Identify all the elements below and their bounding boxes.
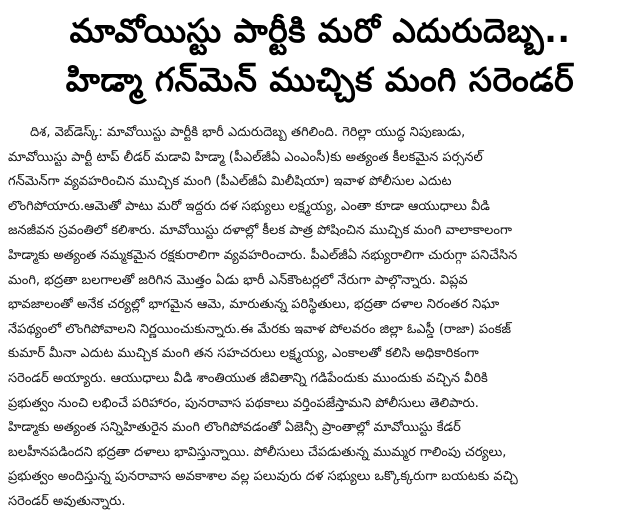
body-line: భావజాలంతో అనేక చర్యల్లో భాగమైన ఆమె, మారుతున్న పరిస్థితులు, భద్రతా దళాల నిరంతర నిఘా: [8, 297, 500, 313]
headline-line-2: హిడ్మా గన్‌మెన్ ముచ్చిక మంగి సరెండర్: [65, 60, 575, 99]
body-line: జనజీవన స్రవంతిలో కలిశారు. మావోయిస్టు దళాల్లో కీలక పాత్ర పోషించిన ముచ్చిక మంగి వాలాకాలంగా: [8, 223, 512, 239]
body-line: కుమార్ మీనా ఎదుట ముచ్చిక మంగి తన సహచరులు లక్ష్మయ్య, ఎంకాలతో కలిసి అధికారికంగా: [8, 346, 479, 362]
body-line: బలహీనపడిందని భద్రతా దళాలు భావిస్తున్నాయి. పోలీసులు చేపడుతున్న ముమ్మర గాలింపు చర్యలు,: [8, 444, 507, 460]
article-body: [8, 121, 632, 513]
body-line: గన్‌మెన్‌గా వ్యవహరించిన ముచ్చిక మంగి (పీఎల్‌జీఏ మిలీషియా) ఇవాళ పోలీసుల ఎదుట: [8, 174, 452, 190]
body-line: నేపథ్యంలో లొంగిపోవాలని నిర్ణయించుకున్నారు.ఈ మేరకు ఇవాళ పోలవరం జిల్లా ఓఎస్డీ (రాజా) పంకజ్: [8, 321, 511, 337]
body-line: లొంగిపోయారు.ఆమెతో పాటు మరో ఇద్దరు దళ సభ్యులు లక్ష్మయ్య, ఎంతా కూడా ఆయుధాలు వీడి: [8, 198, 490, 214]
body-line: దిశ, వెబ్‌డెస్క్: మావోయిస్టు పార్టీకి భారీ ఎదురుదెబ్బ తగిలింది. గెరిల్లా యుద్ధ నిపుణుడు,: [30, 125, 466, 140]
headline-line-1: మావోయిస్టు పార్టీకి మరో ఎదురుదెబ్బ..: [69, 11, 571, 50]
body-line: హిడ్మాకు అత్యంత సన్నిహితురైన మంగి లొంగిపోవడంతో ఏజెన్సీ ప్రాంతాల్లో మావోయిస్టు కేడర్: [8, 420, 461, 436]
body-line: సరెండర్ అవుతున్నారు.: [8, 493, 126, 509]
body-line: మావోయిస్టు పార్టీ టాప్ లీడర్ మడావి హిడ్మా (పీఎల్‌జీఏ ఎంఎంసీ)కు అత్యంత కీలకమైన పర్సనల్: [8, 149, 483, 165]
body-line: సరెండర్ అయ్యారు. ఆయుధాలు వీడి శాంతియుత జీవితాన్ని గడిపేందుకు ముందుకు వచ్చిన వీరికి: [8, 370, 488, 386]
headline: [8, 6, 632, 104]
body-line: మంగి, భద్రతా బలగాలతో జరిగిన మొత్తం ఏడు భారీ ఎన్‌కౌంటర్లలో నేరుగా పాల్గొన్నారు. విప్లవ: [8, 272, 468, 288]
body-line: ప్రభుత్వం అందిస్తున్న పునరావాస అవకాశాల వల్ల పలువురు దళ సభ్యులు ఒక్కొక్కరుగా బయటకు వచ్చి: [8, 469, 518, 485]
body-line: ప్రభుత్వం నుంచి లభించే పరిహారం, పునరావాస పథకాలు వర్తింపజేస్తామని పోలీసులు తెలిపారు.: [8, 395, 479, 411]
body-line: హిడ్మాకు అత్యంత నమ్మకమైన రక్షకురాలిగా వ్యవహరించారు. పీఎల్‌జీఏ నభ్యురాలిగా చురుగ్గా పనిచేసిన: [8, 247, 518, 263]
